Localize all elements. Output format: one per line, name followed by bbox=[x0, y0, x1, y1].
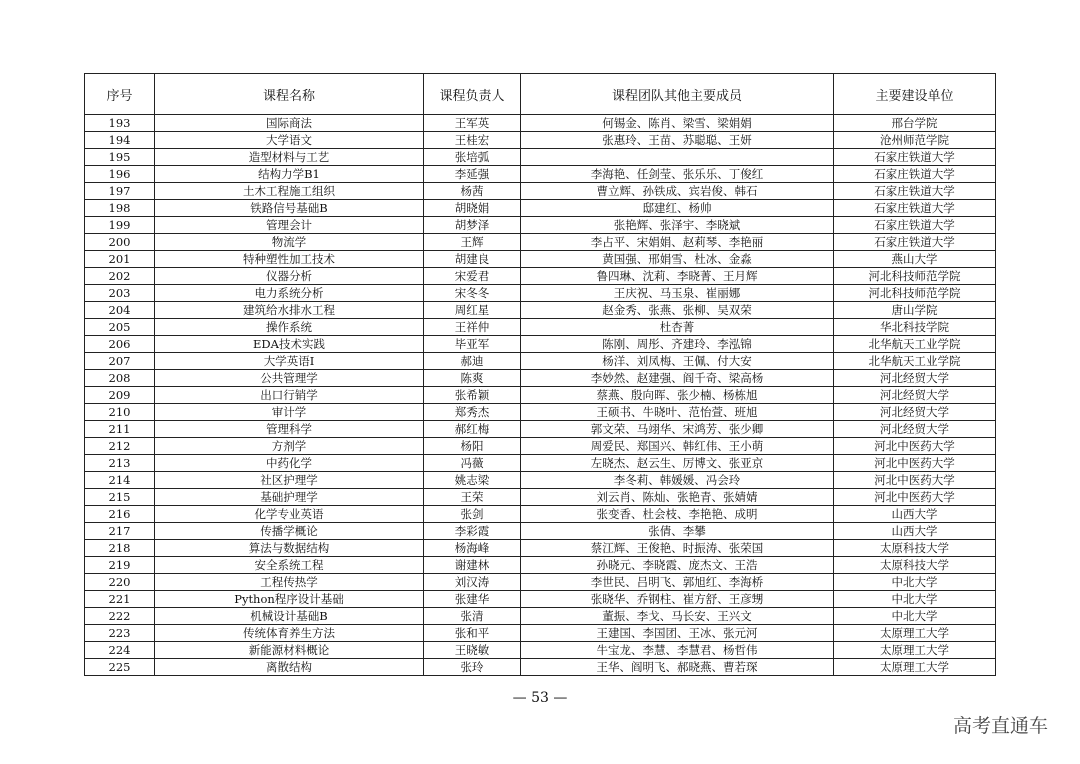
table-row bbox=[85, 234, 996, 251]
table-row bbox=[85, 608, 996, 625]
cell-course-name: 管理会计 bbox=[155, 217, 424, 234]
cell-institution: 河北中医药大学 bbox=[834, 438, 996, 455]
table-row bbox=[85, 370, 996, 387]
cell-team-members: 董振、李戈、马长安、王兴文 bbox=[521, 608, 834, 625]
cell-index: 210 bbox=[85, 404, 155, 421]
cell-team-members: 李冬莉、韩媛媛、冯会玲 bbox=[521, 472, 834, 489]
cell-index: 208 bbox=[85, 370, 155, 387]
cell-course-name: 结构力学B1 bbox=[155, 166, 424, 183]
cell-institution: 中北大学 bbox=[834, 591, 996, 608]
cell-index: 198 bbox=[85, 200, 155, 217]
cell-index: 209 bbox=[85, 387, 155, 404]
cell-course-lead: 张和平 bbox=[424, 625, 521, 642]
cell-institution: 河北科技师范学院 bbox=[834, 268, 996, 285]
header-row bbox=[85, 74, 996, 115]
cell-team-members: 李世民、吕明飞、郭旭红、李海桥 bbox=[521, 574, 834, 591]
cell-institution: 河北经贸大学 bbox=[834, 370, 996, 387]
cell-team-members: 曹立辉、孙铁成、宾岩俊、韩石 bbox=[521, 183, 834, 200]
table-row bbox=[85, 268, 996, 285]
cell-institution: 山西大学 bbox=[834, 506, 996, 523]
cell-institution: 河北中医药大学 bbox=[834, 489, 996, 506]
page-number: — 53 — bbox=[512, 690, 568, 706]
cell-team-members: 黄国强、邢娟雪、杜冰、金淼 bbox=[521, 251, 834, 268]
cell-course-lead: 张培弧 bbox=[424, 149, 521, 166]
cell-course-lead: 李延强 bbox=[424, 166, 521, 183]
cell-course-name: 特种塑性加工技术 bbox=[155, 251, 424, 268]
cell-index: 205 bbox=[85, 319, 155, 336]
table-row bbox=[85, 642, 996, 659]
cell-course-name: 出口行销学 bbox=[155, 387, 424, 404]
cell-index: 225 bbox=[85, 659, 155, 676]
cell-team-members: 左晓杰、赵云生、厉博文、张亚京 bbox=[521, 455, 834, 472]
cell-course-lead: 冯薇 bbox=[424, 455, 521, 472]
cell-institution: 太原科技大学 bbox=[834, 540, 996, 557]
cell-team-members: 陈刚、周彤、齐建玲、李泓锦 bbox=[521, 336, 834, 353]
cell-institution: 中北大学 bbox=[834, 574, 996, 591]
cell-index: 206 bbox=[85, 336, 155, 353]
cell-course-name: 社区护理学 bbox=[155, 472, 424, 489]
cell-team-members: 李海艳、任剑莹、张乐乐、丁俊红 bbox=[521, 166, 834, 183]
cell-institution: 太原理工大学 bbox=[834, 659, 996, 676]
table-row bbox=[85, 132, 996, 149]
table-body bbox=[85, 115, 996, 676]
cell-course-lead: 郝红梅 bbox=[424, 421, 521, 438]
table-row bbox=[85, 251, 996, 268]
cell-course-lead: 王桂宏 bbox=[424, 132, 521, 149]
cell-course-name: 算法与数据结构 bbox=[155, 540, 424, 557]
cell-course-lead: 张剑 bbox=[424, 506, 521, 523]
cell-institution: 邢台学院 bbox=[834, 115, 996, 132]
table-row bbox=[85, 659, 996, 676]
cell-index: 219 bbox=[85, 557, 155, 574]
cell-institution: 石家庄铁道大学 bbox=[834, 200, 996, 217]
cell-course-lead: 郝迪 bbox=[424, 353, 521, 370]
cell-course-lead: 张建华 bbox=[424, 591, 521, 608]
cell-institution: 河北经贸大学 bbox=[834, 421, 996, 438]
cell-course-name: 离散结构 bbox=[155, 659, 424, 676]
cell-index: 193 bbox=[85, 115, 155, 132]
cell-course-name: 大学英语I bbox=[155, 353, 424, 370]
cell-institution: 河北科技师范学院 bbox=[834, 285, 996, 302]
cell-institution: 太原理工大学 bbox=[834, 625, 996, 642]
table-row bbox=[85, 625, 996, 642]
cell-index: 218 bbox=[85, 540, 155, 557]
table-row bbox=[85, 387, 996, 404]
table-row bbox=[85, 574, 996, 591]
cell-team-members: 王华、阎明飞、郝晓燕、曹若琛 bbox=[521, 659, 834, 676]
cell-course-name: 公共管理学 bbox=[155, 370, 424, 387]
header-team-members: 课程团队其他主要成员 bbox=[521, 74, 834, 115]
cell-course-lead: 王晓敏 bbox=[424, 642, 521, 659]
table-row bbox=[85, 540, 996, 557]
cell-institution: 河北中医药大学 bbox=[834, 472, 996, 489]
cell-course-lead: 杨阳 bbox=[424, 438, 521, 455]
cell-course-lead: 张清 bbox=[424, 608, 521, 625]
cell-index: 203 bbox=[85, 285, 155, 302]
cell-course-lead: 陈爽 bbox=[424, 370, 521, 387]
cell-index: 215 bbox=[85, 489, 155, 506]
cell-institution: 太原理工大学 bbox=[834, 642, 996, 659]
table-row bbox=[85, 421, 996, 438]
cell-index: 196 bbox=[85, 166, 155, 183]
cell-team-members: 王硕书、牛晓叶、范怡萱、班旭 bbox=[521, 404, 834, 421]
cell-institution: 河北经贸大学 bbox=[834, 404, 996, 421]
cell-course-name: 造型材料与工艺 bbox=[155, 149, 424, 166]
cell-course-lead: 毕亚军 bbox=[424, 336, 521, 353]
cell-course-lead: 周红星 bbox=[424, 302, 521, 319]
cell-course-name: 传播学概论 bbox=[155, 523, 424, 540]
cell-team-members bbox=[521, 149, 834, 166]
cell-course-name: 传统体育养生方法 bbox=[155, 625, 424, 642]
cell-team-members: 邸建红、杨帅 bbox=[521, 200, 834, 217]
cell-index: 202 bbox=[85, 268, 155, 285]
table-row bbox=[85, 217, 996, 234]
cell-team-members: 李妙然、赵建强、阎千奇、梁高杨 bbox=[521, 370, 834, 387]
cell-team-members: 赵金秀、张燕、张柳、吴双荣 bbox=[521, 302, 834, 319]
table-row bbox=[85, 166, 996, 183]
cell-course-name: 物流学 bbox=[155, 234, 424, 251]
cell-course-name: 土木工程施工组织 bbox=[155, 183, 424, 200]
cell-course-name: EDA技术实践 bbox=[155, 336, 424, 353]
cell-team-members: 刘云肖、陈灿、张艳青、张婧婧 bbox=[521, 489, 834, 506]
cell-team-members: 郭文荣、马翊华、宋鸿芳、张少卿 bbox=[521, 421, 834, 438]
cell-team-members: 张倩、李攀 bbox=[521, 523, 834, 540]
cell-institution: 河北中医药大学 bbox=[834, 455, 996, 472]
cell-course-name: 方剂学 bbox=[155, 438, 424, 455]
course-table bbox=[84, 73, 996, 676]
table-row bbox=[85, 149, 996, 166]
cell-index: 213 bbox=[85, 455, 155, 472]
cell-institution: 河北经贸大学 bbox=[834, 387, 996, 404]
table-row bbox=[85, 438, 996, 455]
cell-course-lead: 王祥仲 bbox=[424, 319, 521, 336]
table-row bbox=[85, 472, 996, 489]
cell-institution: 石家庄铁道大学 bbox=[834, 234, 996, 251]
cell-team-members: 张惠玲、王苗、苏聪聪、王妍 bbox=[521, 132, 834, 149]
cell-team-members: 张晓华、乔钢柱、崔方舒、王彦甥 bbox=[521, 591, 834, 608]
cell-index: 217 bbox=[85, 523, 155, 540]
table-row bbox=[85, 523, 996, 540]
cell-institution: 燕山大学 bbox=[834, 251, 996, 268]
cell-course-lead: 王辉 bbox=[424, 234, 521, 251]
cell-index: 223 bbox=[85, 625, 155, 642]
cell-course-name: 大学语文 bbox=[155, 132, 424, 149]
header-index: 序号 bbox=[85, 74, 155, 115]
cell-course-lead: 杨海峰 bbox=[424, 540, 521, 557]
cell-team-members: 牛宝龙、李慧、李慧君、杨哲伟 bbox=[521, 642, 834, 659]
cell-institution: 石家庄铁道大学 bbox=[834, 183, 996, 200]
cell-team-members: 杨洋、刘凤梅、王佩、付大安 bbox=[521, 353, 834, 370]
cell-team-members: 杜杏菁 bbox=[521, 319, 834, 336]
cell-index: 211 bbox=[85, 421, 155, 438]
cell-course-name: 仪器分析 bbox=[155, 268, 424, 285]
table-row bbox=[85, 506, 996, 523]
cell-index: 221 bbox=[85, 591, 155, 608]
table-row bbox=[85, 302, 996, 319]
header-course-name: 课程名称 bbox=[155, 74, 424, 115]
table-row bbox=[85, 557, 996, 574]
cell-course-name: 铁路信号基础B bbox=[155, 200, 424, 217]
cell-course-lead: 胡晓娟 bbox=[424, 200, 521, 217]
cell-team-members: 王建国、李国团、王冰、张元河 bbox=[521, 625, 834, 642]
cell-institution: 山西大学 bbox=[834, 523, 996, 540]
cell-course-lead: 宋爱君 bbox=[424, 268, 521, 285]
cell-course-name: 新能源材料概论 bbox=[155, 642, 424, 659]
cell-course-lead: 王荣 bbox=[424, 489, 521, 506]
table-row bbox=[85, 115, 996, 132]
cell-course-name: 建筑给水排水工程 bbox=[155, 302, 424, 319]
cell-index: 195 bbox=[85, 149, 155, 166]
cell-course-lead: 谢建林 bbox=[424, 557, 521, 574]
cell-index: 220 bbox=[85, 574, 155, 591]
cell-institution: 北华航天工业学院 bbox=[834, 336, 996, 353]
cell-course-lead: 王军英 bbox=[424, 115, 521, 132]
table-row bbox=[85, 183, 996, 200]
cell-team-members: 何锡金、陈肖、梁雪、梁娟娟 bbox=[521, 115, 834, 132]
cell-course-lead: 张玲 bbox=[424, 659, 521, 676]
cell-course-name: 国际商法 bbox=[155, 115, 424, 132]
cell-index: 222 bbox=[85, 608, 155, 625]
table-row bbox=[85, 591, 996, 608]
header-institution: 主要建设单位 bbox=[834, 74, 996, 115]
cell-course-name: 中药化学 bbox=[155, 455, 424, 472]
table-row bbox=[85, 455, 996, 472]
cell-team-members: 李占平、宋娟娟、赵莉琴、李艳丽 bbox=[521, 234, 834, 251]
cell-course-name: 机械设计基础B bbox=[155, 608, 424, 625]
cell-institution: 石家庄铁道大学 bbox=[834, 149, 996, 166]
cell-course-lead: 姚志梁 bbox=[424, 472, 521, 489]
cell-course-lead: 杨茜 bbox=[424, 183, 521, 200]
cell-course-name: 管理科学 bbox=[155, 421, 424, 438]
watermark: 高考直通车 bbox=[952, 715, 1048, 737]
cell-institution: 石家庄铁道大学 bbox=[834, 217, 996, 234]
cell-team-members: 周爱民、郑国兴、韩红伟、王小萌 bbox=[521, 438, 834, 455]
cell-institution: 北华航天工业学院 bbox=[834, 353, 996, 370]
table-header bbox=[85, 74, 996, 115]
cell-index: 224 bbox=[85, 642, 155, 659]
cell-course-lead: 宋冬冬 bbox=[424, 285, 521, 302]
cell-course-name: 电力系统分析 bbox=[155, 285, 424, 302]
cell-team-members: 蔡燕、殷向晖、张少楠、杨栋旭 bbox=[521, 387, 834, 404]
cell-course-name: 安全系统工程 bbox=[155, 557, 424, 574]
cell-index: 201 bbox=[85, 251, 155, 268]
cell-team-members: 张艳辉、张泽宇、李晓斌 bbox=[521, 217, 834, 234]
cell-course-name: 化学专业英语 bbox=[155, 506, 424, 523]
cell-index: 197 bbox=[85, 183, 155, 200]
cell-course-name: 工程传热学 bbox=[155, 574, 424, 591]
cell-course-name: 基础护理学 bbox=[155, 489, 424, 506]
table-row bbox=[85, 336, 996, 353]
table-row bbox=[85, 319, 996, 336]
cell-index: 200 bbox=[85, 234, 155, 251]
cell-institution: 太原科技大学 bbox=[834, 557, 996, 574]
header-course-lead: 课程负责人 bbox=[424, 74, 521, 115]
cell-course-lead: 郑秀杰 bbox=[424, 404, 521, 421]
table-row bbox=[85, 200, 996, 217]
cell-course-name: 操作系统 bbox=[155, 319, 424, 336]
table-row bbox=[85, 489, 996, 506]
cell-index: 194 bbox=[85, 132, 155, 149]
table-row bbox=[85, 404, 996, 421]
cell-index: 214 bbox=[85, 472, 155, 489]
cell-course-lead: 胡梦泽 bbox=[424, 217, 521, 234]
cell-team-members: 鲁四琳、沈莉、李晓菁、王月辉 bbox=[521, 268, 834, 285]
cell-course-name: 审计学 bbox=[155, 404, 424, 421]
cell-course-lead: 刘汉涛 bbox=[424, 574, 521, 591]
cell-index: 199 bbox=[85, 217, 155, 234]
cell-institution: 中北大学 bbox=[834, 608, 996, 625]
cell-institution: 唐山学院 bbox=[834, 302, 996, 319]
cell-index: 216 bbox=[85, 506, 155, 523]
table-row bbox=[85, 285, 996, 302]
table-row bbox=[85, 353, 996, 370]
cell-index: 207 bbox=[85, 353, 155, 370]
cell-course-lead: 李彩霞 bbox=[424, 523, 521, 540]
cell-index: 204 bbox=[85, 302, 155, 319]
cell-course-lead: 胡建良 bbox=[424, 251, 521, 268]
cell-team-members: 蔡江辉、王俊艳、时振涛、张荣国 bbox=[521, 540, 834, 557]
cell-team-members: 张变香、杜会枝、李艳艳、成明 bbox=[521, 506, 834, 523]
cell-team-members: 孙晓元、李晓霞、庞杰文、王浩 bbox=[521, 557, 834, 574]
cell-index: 212 bbox=[85, 438, 155, 455]
cell-course-lead: 张希颖 bbox=[424, 387, 521, 404]
cell-team-members: 王庆祝、马玉泉、崔丽娜 bbox=[521, 285, 834, 302]
cell-institution: 石家庄铁道大学 bbox=[834, 166, 996, 183]
cell-institution: 华北科技学院 bbox=[834, 319, 996, 336]
cell-institution: 沧州师范学院 bbox=[834, 132, 996, 149]
cell-course-name: Python程序设计基础 bbox=[155, 591, 424, 608]
